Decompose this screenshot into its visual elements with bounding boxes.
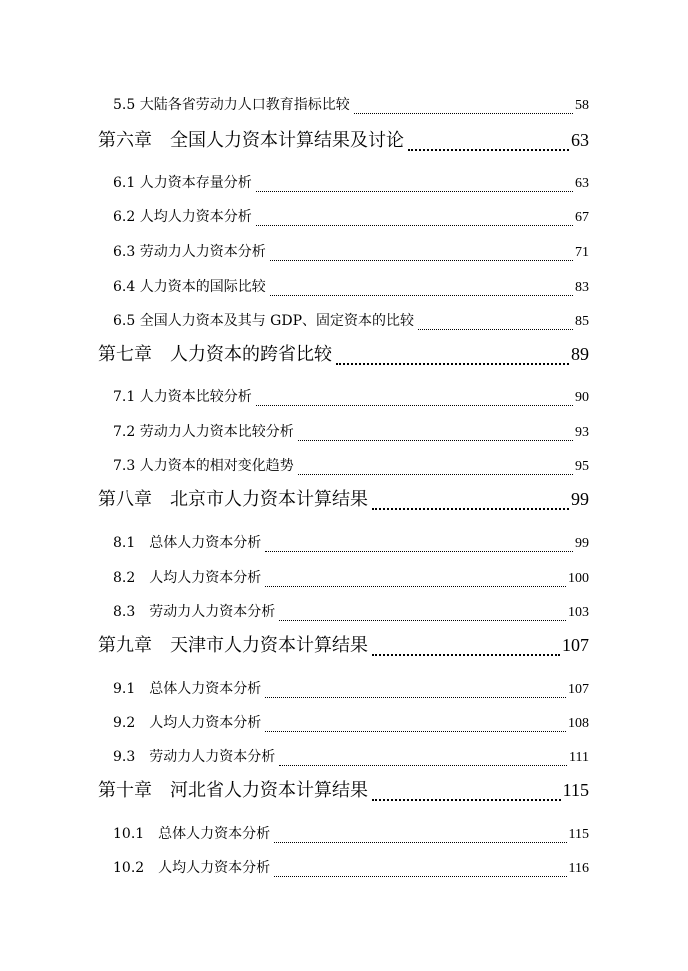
toc-entry-title: 9.1 总体人力资本分析	[113, 681, 262, 697]
toc-entry-title: 7.3 人力资本的相对变化趋势	[113, 458, 294, 474]
toc-dot-leader	[279, 620, 566, 621]
toc-entry-title: 9.3 劳动力人力资本分析	[113, 749, 276, 765]
toc-chapter-title: 第九章 天津市人力资本计算结果	[98, 635, 368, 656]
toc-entry-title: 6.4 人力资本的国际比较	[113, 279, 266, 295]
toc-chapter-title: 第八章 北京市人力资本计算结果	[98, 489, 368, 510]
toc-dot-leader	[265, 731, 566, 732]
toc-entry-9-2[interactable]	[113, 712, 589, 736]
toc-entry-page: 111	[569, 750, 589, 765]
toc-entry-8-2[interactable]	[113, 567, 589, 591]
toc-entry-page: 116	[568, 861, 589, 876]
toc-dot-leader	[354, 113, 573, 114]
toc-entry-title: 6.3 劳动力人力资本分析	[113, 244, 266, 260]
toc-entry-page: 85	[575, 314, 589, 329]
toc-dot-leader	[274, 876, 566, 877]
toc-entry-title: 8.1 总体人力资本分析	[113, 535, 262, 551]
toc-entry-title: 10.1 总体人力资本分析	[113, 826, 271, 842]
toc-entry-title: 7.2 劳动力人力资本比较分析	[113, 424, 294, 440]
toc-dot-leader	[256, 405, 573, 406]
toc-dot-leader	[418, 329, 573, 330]
toc-dot-leader	[298, 474, 573, 475]
toc-entry-page: 63	[575, 176, 589, 191]
toc-chapter-page: 107	[562, 635, 589, 655]
toc-chapter-title: 第六章 全国人力资本计算结果及讨论	[98, 130, 404, 151]
toc-chapter-page: 63	[571, 130, 589, 150]
toc-chapter-7[interactable]	[98, 340, 589, 370]
toc-chapter-10[interactable]	[98, 776, 589, 806]
toc-chapter-page: 99	[571, 489, 589, 509]
toc-dot-leader	[408, 149, 569, 151]
toc-dot-leader	[265, 697, 566, 698]
toc-chapter-page: 89	[571, 344, 589, 364]
toc-dot-leader	[265, 551, 573, 552]
toc-entry-7-2[interactable]	[113, 421, 589, 445]
toc-chapter-page: 115	[562, 780, 589, 800]
toc-entry-title: 10.2 人均人力资本分析	[113, 860, 271, 876]
toc-entry-8-1[interactable]	[113, 532, 589, 556]
toc-entry-page: 108	[568, 716, 589, 731]
toc-chapter-8[interactable]	[98, 485, 589, 515]
toc-dot-leader	[270, 260, 573, 261]
toc-entry-6-4[interactable]	[113, 276, 589, 300]
toc-chapter-title: 第七章 人力资本的跨省比较	[98, 344, 332, 365]
toc-entry-title: 6.5 全国人力资本及其与 GDP、固定资本的比较	[113, 313, 414, 329]
toc-entry-page: 115	[568, 827, 589, 842]
toc-dot-leader	[265, 586, 566, 587]
toc-entry-6-3[interactable]	[113, 241, 589, 265]
toc-entry-page: 67	[575, 210, 589, 225]
toc-entry-title: 8.2 人均人力资本分析	[113, 570, 262, 586]
toc-entry-title: 9.2 人均人力资本分析	[113, 715, 262, 731]
toc-dot-leader	[274, 842, 566, 843]
toc-entry-page: 103	[568, 605, 589, 620]
toc-dot-leader	[298, 440, 573, 441]
toc-entry-5-5[interactable]	[113, 94, 589, 118]
toc-entry-7-3[interactable]	[113, 455, 589, 479]
toc-entry-page: 58	[575, 98, 589, 113]
toc-dot-leader	[270, 295, 573, 296]
toc-entry-9-1[interactable]	[113, 678, 589, 702]
toc-dot-leader	[256, 191, 573, 192]
toc-dot-leader	[372, 654, 560, 656]
toc-entry-title: 6.2 人均人力资本分析	[113, 209, 252, 225]
toc-entry-6-2[interactable]	[113, 206, 589, 230]
toc-entry-10-2[interactable]	[113, 857, 589, 881]
toc-entry-6-5[interactable]	[113, 310, 589, 334]
toc-dot-leader	[372, 508, 569, 510]
toc-chapter-9[interactable]	[98, 631, 589, 661]
toc-entry-page: 90	[575, 390, 589, 405]
toc-dot-leader	[256, 225, 573, 226]
toc-entry-8-3[interactable]	[113, 601, 589, 625]
toc-dot-leader	[336, 363, 569, 365]
toc-dot-leader	[279, 765, 567, 766]
toc-dot-leader	[372, 799, 561, 801]
toc-entry-10-1[interactable]	[113, 823, 589, 847]
toc-entry-page: 100	[568, 571, 589, 586]
toc-entry-7-1[interactable]	[113, 386, 589, 410]
toc-chapter-title: 第十章 河北省人力资本计算结果	[98, 780, 368, 801]
toc-entry-title: 5.5 大陆各省劳动力人口教育指标比较	[113, 97, 350, 113]
toc-entry-page: 83	[575, 280, 589, 295]
toc-entry-title: 6.1 人力资本存量分析	[113, 175, 252, 191]
toc-entry-title: 8.3 劳动力人力资本分析	[113, 604, 276, 620]
toc-entry-page: 99	[575, 536, 589, 551]
toc-entry-9-3[interactable]	[113, 746, 589, 770]
toc-entry-page: 95	[575, 459, 589, 474]
toc-entry-page: 107	[568, 682, 589, 697]
toc-entry-6-1[interactable]	[113, 172, 589, 196]
toc-entry-page: 71	[575, 245, 589, 260]
toc-chapter-6[interactable]	[98, 126, 589, 156]
toc-entry-title: 7.1 人力资本比较分析	[113, 389, 252, 405]
toc-entry-page: 93	[575, 425, 589, 440]
